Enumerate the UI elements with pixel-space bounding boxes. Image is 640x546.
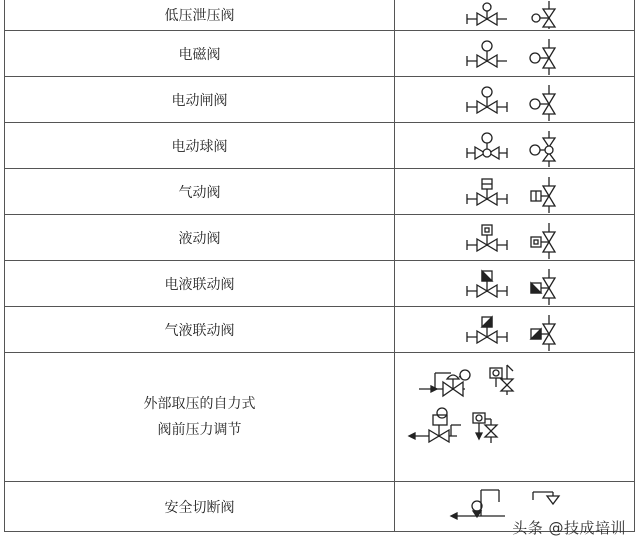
valve-symbols — [395, 307, 635, 353]
electric-gate-valve-icon — [395, 77, 635, 122]
table-row — [5, 353, 635, 482]
table-row — [5, 123, 635, 169]
valve-name: 气液联动阀 — [5, 307, 395, 353]
valve-symbols — [395, 353, 635, 482]
table-row — [5, 77, 635, 123]
valve-symbols — [395, 169, 635, 215]
valve-name: 低压泄压阀 — [5, 0, 395, 31]
valve-name: 电动球阀 — [5, 123, 395, 169]
valve-name: 气动阀 — [5, 169, 395, 215]
valve-name-line-1: 外部取压的自力式 — [143, 396, 256, 412]
valve-name: 安全切断阀 — [5, 482, 395, 532]
table-row — [5, 169, 635, 215]
electric-ball-valve-icon — [395, 123, 635, 168]
low-pressure-relief-valve-icon — [395, 0, 635, 30]
valve-symbols — [395, 123, 635, 169]
table-row — [5, 215, 635, 261]
valve-symbols — [395, 31, 635, 77]
valve-symbols — [395, 215, 635, 261]
solenoid-valve-icon — [395, 31, 635, 76]
pneumatic-hydraulic-valve-icon — [395, 307, 635, 352]
electro-hydraulic-valve-icon — [395, 261, 635, 306]
valve-name-line-2: 阀前压力调节 — [157, 422, 242, 438]
valve-symbols — [395, 0, 635, 31]
table-row — [5, 261, 635, 307]
table-row — [5, 0, 635, 31]
pneumatic-valve-icon — [395, 169, 635, 214]
hydraulic-valve-icon — [395, 215, 635, 260]
watermark: 头条 @技成培训 — [512, 519, 626, 537]
valve-symbols — [395, 77, 635, 123]
valve-name: 电磁阀 — [5, 31, 395, 77]
valve-name — [5, 353, 395, 482]
table-row — [5, 31, 635, 77]
table-row — [5, 307, 635, 353]
valve-name: 液动阀 — [5, 215, 395, 261]
self-regulating-valve-icon — [395, 353, 635, 481]
valve-name: 电动闸阀 — [5, 77, 395, 123]
valve-symbol-table — [4, 0, 635, 532]
valve-symbols — [395, 261, 635, 307]
valve-name: 电液联动阀 — [5, 261, 395, 307]
